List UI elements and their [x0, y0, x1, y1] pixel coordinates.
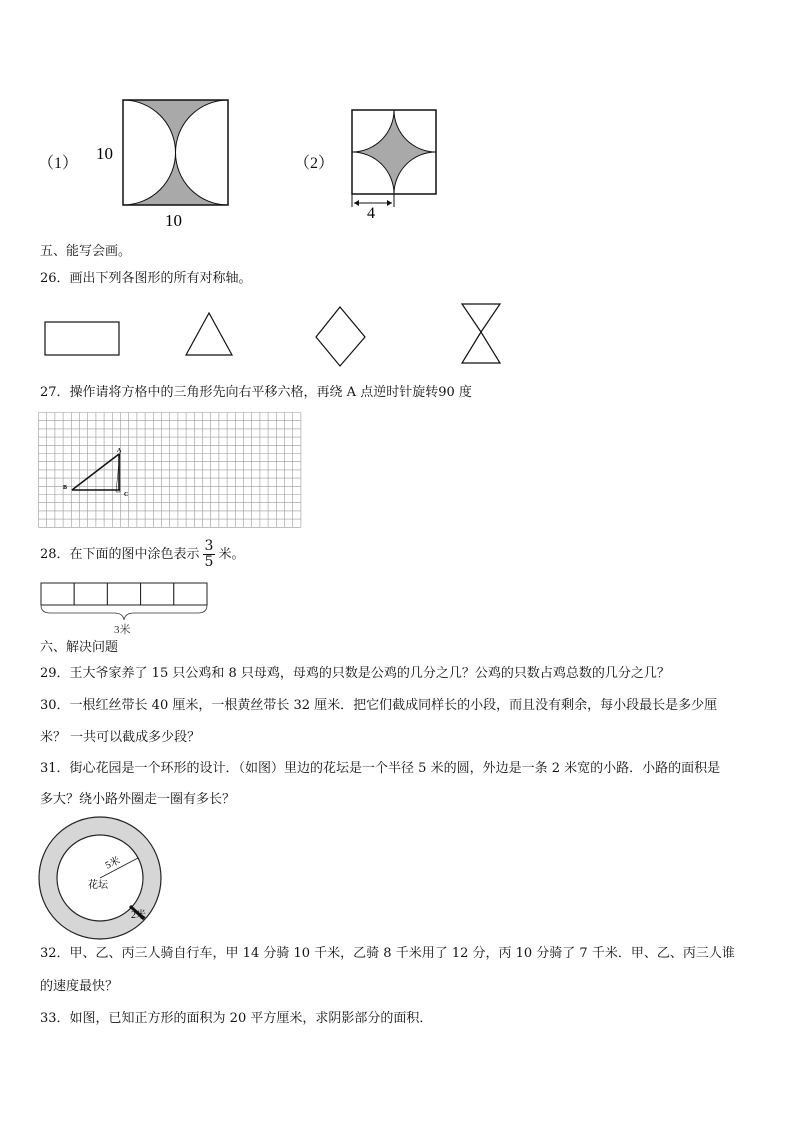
question-32-line-2: 的速度最快？: [40, 979, 119, 994]
question-28: [40, 538, 244, 572]
bar-figure: [38, 578, 213, 638]
flower-bed-label: 花坛: [88, 880, 108, 891]
figure-2-label: （2）: [294, 155, 335, 172]
symmetry-shapes: [40, 300, 510, 370]
figure-2-diagram: [345, 105, 445, 220]
section-5-heading: 五、能写会画。: [40, 244, 132, 259]
question-28-unit: 米。: [218, 547, 245, 562]
figure-1-side-label: 10: [96, 144, 113, 163]
question-26: 26．画出下列各图形的所有对称轴。: [40, 271, 252, 286]
section-6-heading: 六、解决问题: [40, 640, 119, 655]
bar-total-label: 3米: [114, 624, 131, 636]
rhombus-shape: [316, 307, 365, 366]
rectangle-shape: [45, 322, 119, 355]
question-27: 27．操作请将方格中的三角形先向右平移六格，再绕 A 点逆时针旋转90 度: [40, 385, 472, 400]
figure-1-label: （1）: [38, 155, 79, 172]
hourglass-shape: [462, 304, 500, 332]
vertex-a-label: A: [117, 448, 122, 454]
question-28-text: 28．在下面的图中涂色表示: [40, 547, 200, 562]
triangle-shape: [186, 313, 232, 355]
fraction-three-fifths: [203, 539, 216, 570]
bar-segment[interactable]: [107, 583, 140, 605]
hourglass-shape-lower: [462, 332, 500, 363]
vertex-b-label: B: [63, 485, 68, 491]
question-30-line-2: 米？ 一共可以截成多少段？: [40, 730, 201, 745]
question-33: 33．如图，已知正方形的面积为 20 平方厘米，求阴影部分的面积．: [40, 1011, 433, 1026]
triangle-hypotenuse: [72, 454, 119, 490]
grid-lines: [39, 413, 301, 528]
fraction-denominator: 5: [204, 554, 214, 570]
ring-figure: [38, 815, 168, 940]
grid-figure: [38, 412, 302, 530]
bar-segment[interactable]: [174, 583, 207, 605]
bar-segment[interactable]: [41, 583, 74, 605]
bar-segment[interactable]: [141, 583, 174, 605]
fraction-numerator: 3: [204, 538, 214, 554]
figure-1-bottom-label: 10: [165, 211, 182, 230]
figure-1-diagram: [95, 95, 245, 235]
question-31-line-2: 多大？绕小路外圈走一圈有多长？: [40, 792, 236, 807]
figure-2-dim-label: 4: [367, 205, 375, 220]
radius-label: 5米: [103, 855, 122, 872]
bar-cells: [41, 583, 207, 605]
vertex-c-label: C: [124, 492, 129, 498]
question-31-line-1: 31．街心花园是一个环形的设计．（如图）里边的花坛是一个半径 5 米的圆，外边是一条 2 米宽的小路．小路的面积是: [40, 761, 721, 776]
bar-segment[interactable]: [74, 583, 107, 605]
question-30-line-1: 30．一根红丝带长 40 厘米，一根黄丝带长 32 厘米．把它们截成同样长的小段，而且没有剩余，每小段最长是多少厘: [40, 698, 718, 713]
question-32-line-1: 32．甲、乙、丙三人骑自行车，甲 14 分骑 10 千米，乙骑 8 千米用了 12 分，丙 10 分骑了 7 千米．甲、乙、丙三人谁: [40, 946, 735, 961]
question-29: 29．王大爷家养了 15 只公鸡和 8 只母鸡，母鸡的只数是公鸡的几分之几？公鸡的只数占鸡总数的几分之几？: [40, 666, 670, 681]
bar-brace: [41, 605, 207, 620]
path-width-label: 2米: [131, 910, 146, 921]
